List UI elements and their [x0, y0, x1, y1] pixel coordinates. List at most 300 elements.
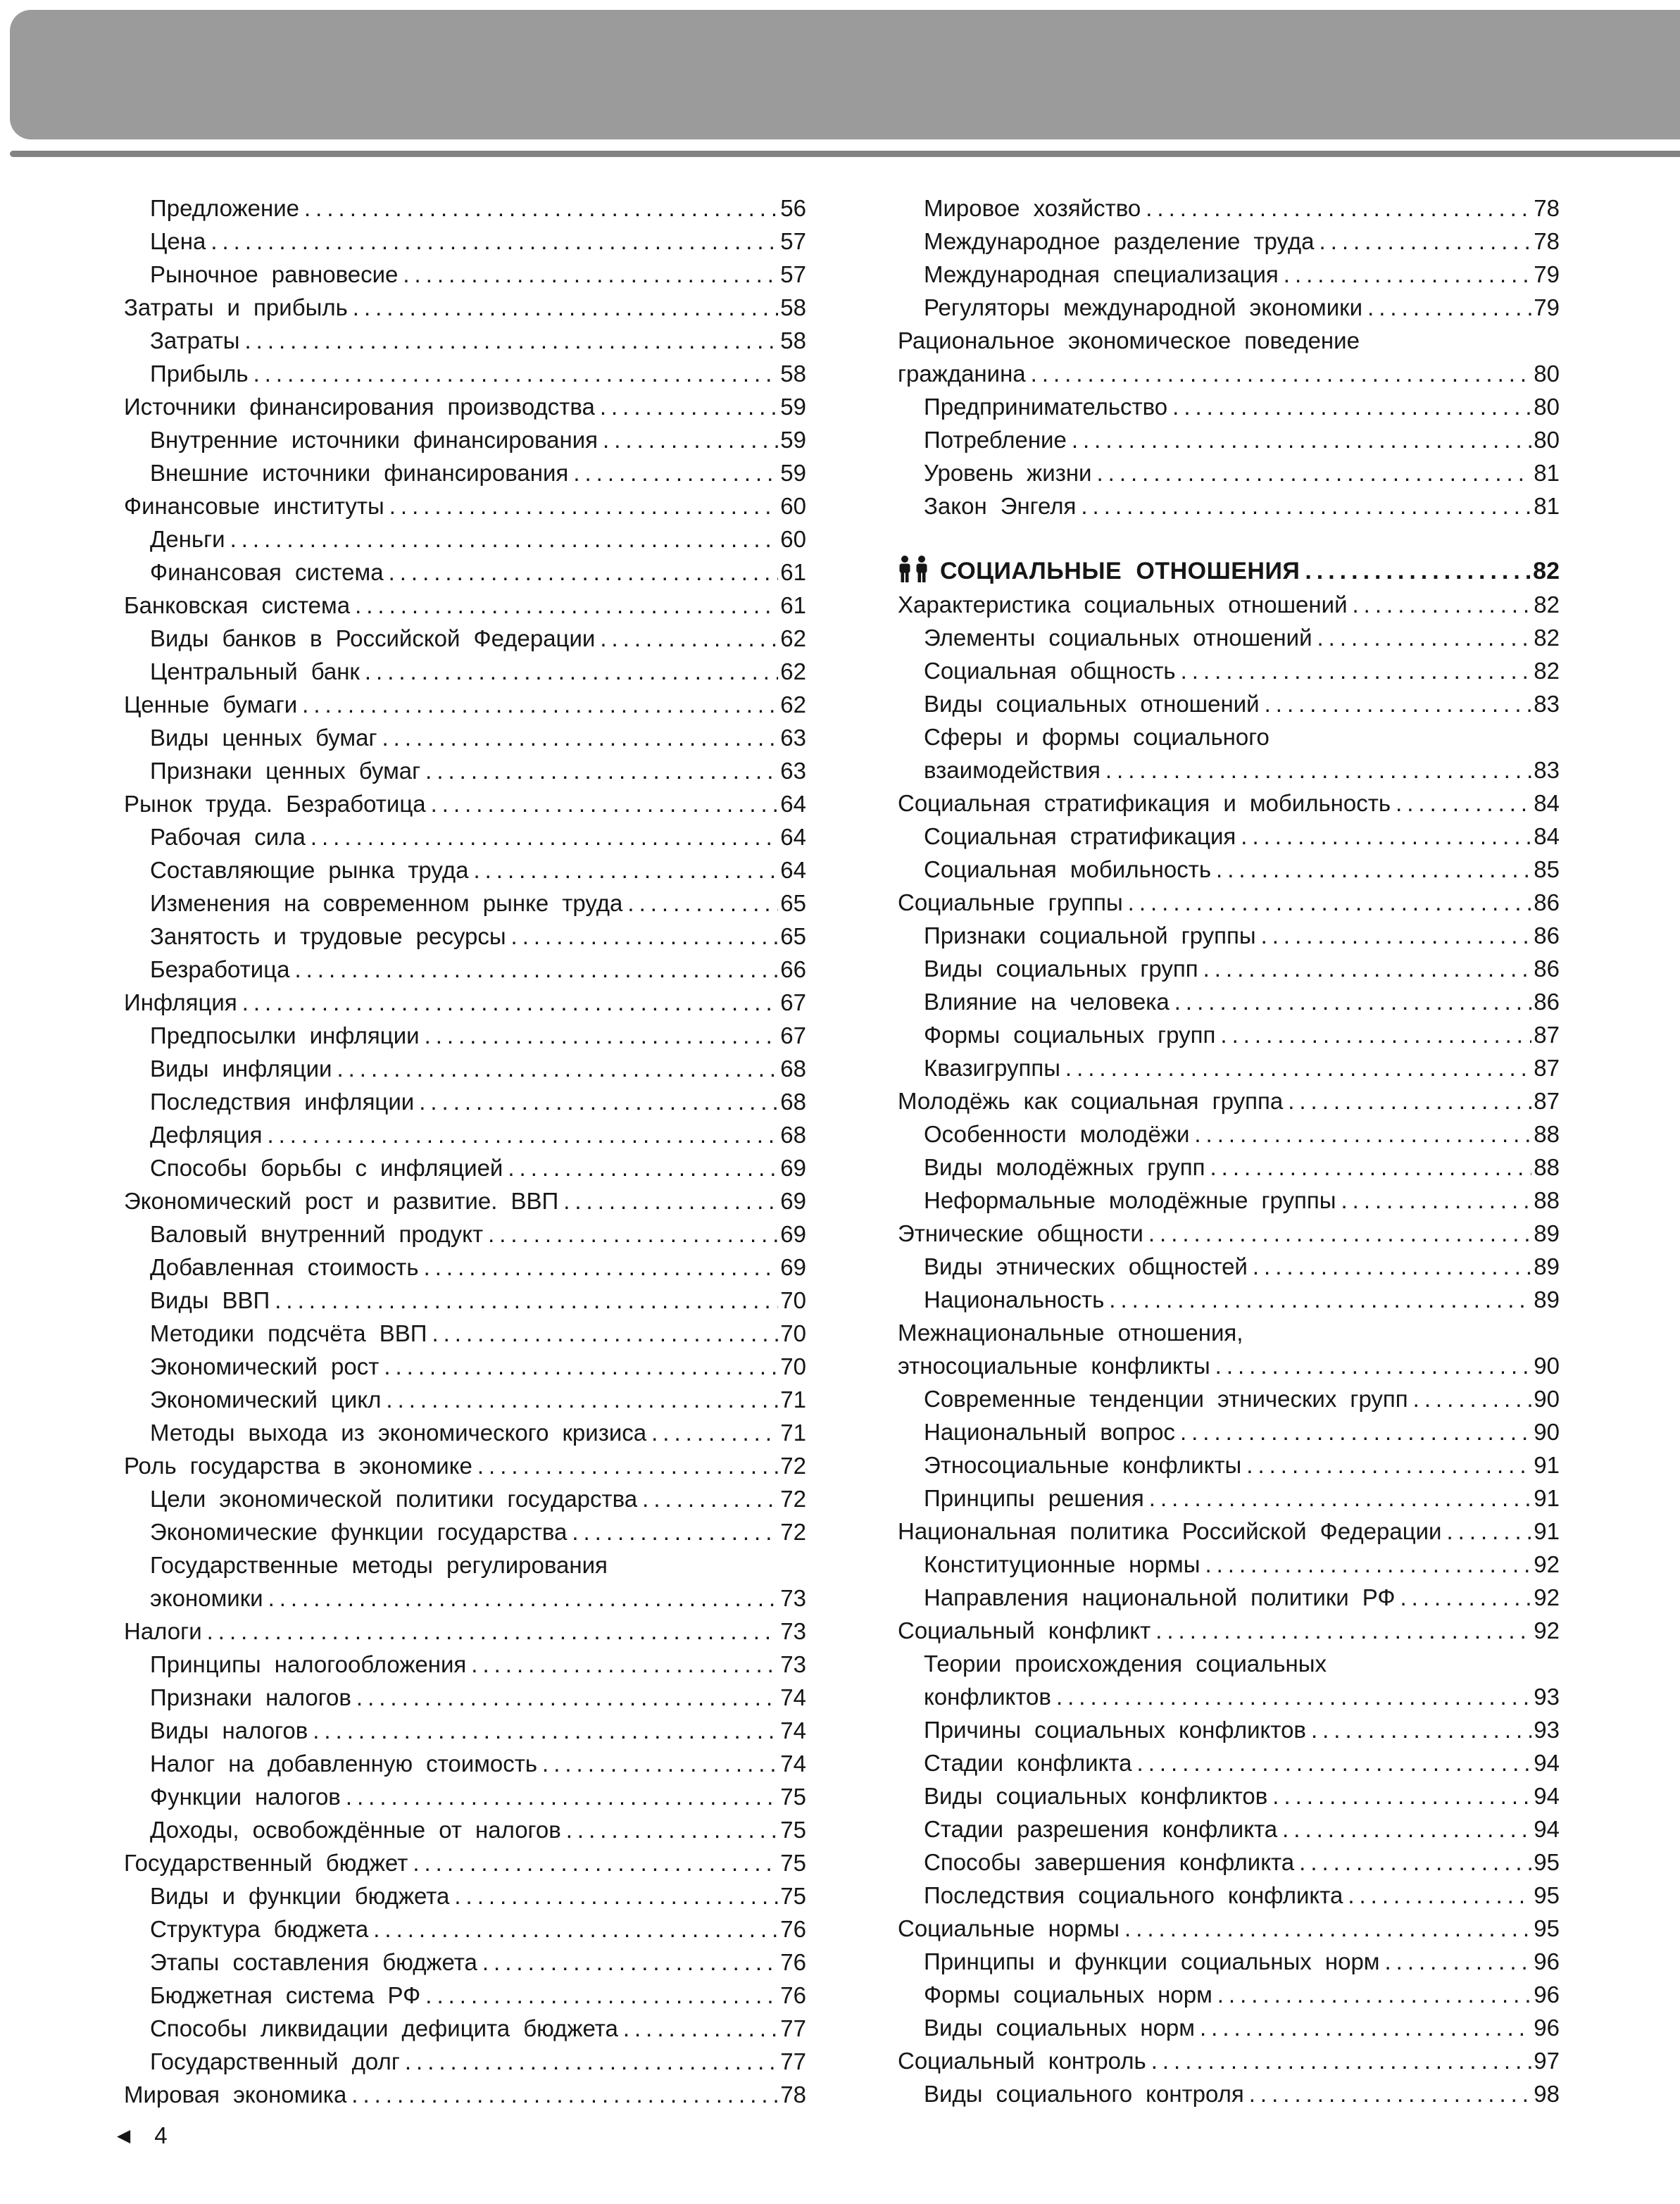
toc-page-number: 80 [1534, 394, 1560, 420]
toc-entry-label: Сферы и формы социального [924, 724, 1270, 750]
toc-entry [124, 258, 806, 291]
dot-leader [311, 820, 778, 853]
dot-leader [1148, 1217, 1531, 1250]
toc-entry [898, 853, 1560, 886]
dot-leader [1261, 919, 1532, 952]
toc-page-number: 75 [780, 1850, 806, 1876]
toc-page-number: 88 [1534, 1154, 1560, 1180]
dot-leader [488, 1217, 778, 1251]
toc-entry [898, 2011, 1560, 2044]
toc-entry [124, 1681, 806, 1714]
dot-leader [419, 1085, 778, 1118]
toc-entry [124, 1813, 806, 1846]
toc-entry [124, 1416, 806, 1449]
dot-leader [1317, 621, 1532, 654]
toc-entry [898, 324, 1560, 357]
page-number: 4 [154, 2122, 168, 2148]
toc-entry-label: Цели экономической политики государства [150, 1486, 638, 1512]
dot-leader [382, 721, 779, 754]
toc-entry-label: Виды ВВП [150, 1287, 270, 1313]
toc-entry-label: гражданина [898, 361, 1026, 387]
toc-entry [124, 357, 806, 390]
toc-entry-label: Этнические общности [898, 1220, 1143, 1246]
toc-entry [124, 754, 806, 787]
toc-page-number: 92 [1534, 1551, 1560, 1577]
toc-entry-label: Уровень жизни [924, 460, 1092, 486]
dot-leader [1215, 1349, 1532, 1382]
toc-entry [124, 423, 806, 456]
dot-leader [346, 1780, 778, 1813]
toc-entry [124, 1350, 806, 1383]
dot-leader [1203, 952, 1532, 985]
dot-leader [1367, 291, 1531, 324]
toc-entry-label: Дефляция [150, 1122, 263, 1148]
toc-page-number: 84 [1534, 790, 1560, 816]
toc-entry [124, 1085, 806, 1118]
dot-leader [1172, 390, 1531, 423]
toc-entry [898, 753, 1560, 787]
toc-entry-label: Предпосылки инфляции [150, 1022, 420, 1048]
toc-page-number: 71 [780, 1420, 806, 1446]
toc-page-number: 93 [1534, 1684, 1560, 1710]
toc-entry [898, 2077, 1560, 2110]
two-people-icon [898, 556, 930, 582]
dot-leader [1353, 588, 1532, 621]
dot-leader [230, 522, 779, 556]
dot-leader [600, 390, 778, 423]
toc-page-number: 69 [780, 1221, 806, 1247]
toc-entry-label: Методы выхода из экономического кризиса [150, 1420, 647, 1446]
toc-page-number: 86 [1534, 922, 1560, 948]
dot-leader [651, 1416, 778, 1449]
toc-entry-label: Формы социальных групп [924, 1022, 1216, 1048]
toc-entry [124, 225, 806, 258]
toc-entry-label: Безработица [150, 956, 290, 982]
toc-entry-label: Налог на добавленную стоимость [150, 1751, 538, 1777]
toc-page-number: 65 [780, 890, 806, 916]
toc-entry [898, 1548, 1560, 1581]
toc-entry-label: Способы ликвидации дефицита бюджета [150, 2015, 618, 2041]
toc-entry [124, 986, 806, 1019]
toc-page-number: 77 [780, 2048, 806, 2074]
dot-leader [275, 1284, 778, 1317]
dot-leader [563, 1184, 778, 1217]
dot-leader [355, 589, 778, 622]
toc-page-number: 77 [780, 2015, 806, 2041]
toc-entry [898, 1084, 1560, 1117]
header-band [10, 10, 1680, 139]
toc-entry-label: Мировое хозяйство [924, 195, 1141, 221]
toc-entry [898, 1349, 1560, 1382]
toc-page-number: 56 [780, 195, 806, 221]
toc-page-number: 79 [1534, 261, 1560, 287]
toc-entry [898, 390, 1560, 423]
toc-entry-label: Этносоциальные конфликты [924, 1452, 1242, 1478]
dot-leader [1065, 1051, 1531, 1084]
dot-leader [1299, 1846, 1531, 1879]
toc-entry [124, 291, 806, 324]
dot-leader [1305, 555, 1531, 588]
toc-entry-label: Этапы составления бюджета [150, 1949, 477, 1975]
toc-entry-label: Способы борьбы с инфляцией [150, 1155, 503, 1181]
dot-leader [1220, 1018, 1531, 1051]
toc-entry-label: Рынок труда. Безработица [124, 791, 426, 817]
toc-entry-label: Молодёжь как социальная группа [898, 1088, 1284, 1114]
toc-entry [124, 324, 806, 357]
toc-page-number: 81 [1534, 493, 1560, 519]
dot-leader [373, 1912, 778, 1946]
toc-entry-label: Виды социальных групп [924, 956, 1198, 982]
toc-entry-label: Теории происхождения социальных [924, 1651, 1327, 1677]
toc-entry [124, 522, 806, 556]
toc-entry [898, 1051, 1560, 1084]
toc-entry [124, 2045, 806, 2078]
toc-entry [898, 1184, 1560, 1217]
toc-entry-label: Признаки социальной группы [924, 922, 1256, 948]
toc-entry-label: Государственные методы регулирования [150, 1552, 608, 1578]
dot-leader [1265, 687, 1532, 720]
dot-leader [642, 1482, 778, 1515]
toc-page-number: 58 [780, 294, 806, 320]
dot-leader [253, 357, 779, 390]
dot-leader [1149, 1482, 1531, 1515]
toc-entry [124, 1019, 806, 1052]
toc-entry-label: Внутренние источники финансирования [150, 427, 598, 453]
toc-entry-label: Экономический цикл [150, 1386, 382, 1413]
toc-page-number: 79 [1534, 294, 1560, 320]
toc-entry-label: Доходы, освобождённые от налогов [150, 1817, 561, 1843]
toc-entry [898, 1680, 1560, 1713]
toc-page-number: 80 [1534, 361, 1560, 387]
toc-entry [124, 1317, 806, 1350]
dot-leader [294, 953, 778, 986]
toc-entry-label: Виды социальных отношений [924, 691, 1260, 717]
toc-entry-label: СОЦИАЛЬНЫЕ ОТНОШЕНИЯ [940, 558, 1300, 584]
toc-entry [124, 820, 806, 853]
toc-entry [124, 1780, 806, 1813]
toc-entry-label: Государственный бюджет [124, 1850, 408, 1876]
toc-entry-label: Затраты и прибыль [124, 294, 348, 320]
dot-leader [1396, 787, 1531, 820]
toc-entry-label: Социальная общность [924, 658, 1176, 684]
toc-entry-label: Принципы и функции социальных норм [924, 1948, 1380, 1974]
toc-page-number: 74 [780, 1751, 806, 1777]
toc-entry [898, 1812, 1560, 1846]
toc-entry [898, 1018, 1560, 1051]
toc-page-number: 95 [1534, 1849, 1560, 1875]
toc-page-number: 69 [780, 1188, 806, 1214]
toc-entry [898, 1316, 1560, 1349]
toc-page-number: 57 [780, 228, 806, 254]
dot-leader [365, 655, 778, 688]
toc-entry-label: Элементы социальных отношений [924, 625, 1312, 651]
toc-column-right [898, 192, 1560, 2111]
toc-entry-label: Экономический рост и развитие. ВВП [124, 1188, 559, 1214]
toc-page-number: 85 [1534, 856, 1560, 882]
dot-leader [425, 754, 778, 787]
toc-entry [898, 1614, 1560, 1647]
toc-entry [898, 588, 1560, 621]
toc-page-number: 62 [780, 658, 806, 684]
toc-entry-label: Затраты [150, 327, 240, 353]
toc-entry-label: Регуляторы международной экономики [924, 294, 1363, 320]
toc-entry-label: Прибыль [150, 361, 249, 387]
toc-entry [898, 1746, 1560, 1779]
toc-entry-label: Квазигруппы [924, 1055, 1060, 1081]
toc-entry-label: Последствия социального конфликта [924, 1882, 1343, 1908]
dot-leader [572, 1515, 778, 1548]
toc-page-number: 84 [1534, 823, 1560, 849]
toc-entry [124, 1482, 806, 1515]
toc-entry [898, 291, 1560, 324]
dot-leader [1072, 423, 1531, 456]
toc-page-number: 92 [1534, 1584, 1560, 1610]
toc-entry-label: Социальная мобильность [924, 856, 1212, 882]
toc-entry [124, 622, 806, 655]
toc-entry-label: Методики подсчёта ВВП [150, 1320, 427, 1346]
toc-page-number: 67 [780, 989, 806, 1015]
dot-leader [1031, 357, 1532, 390]
toc-entry-label: Социальный конфликт [898, 1617, 1151, 1643]
dot-leader [542, 1747, 778, 1780]
toc-page-number: 96 [1534, 1981, 1560, 2008]
toc-entry [124, 2078, 806, 2111]
toc-entry [898, 985, 1560, 1018]
toc-entry [124, 1714, 806, 1747]
dot-leader [386, 1383, 778, 1416]
dot-leader [211, 225, 778, 258]
toc-page-number: 59 [780, 427, 806, 453]
toc-entry-label: Экономические функции государства [150, 1519, 568, 1545]
toc-entry-label: Структура бюджета [150, 1916, 369, 1942]
dot-leader [1056, 1680, 1531, 1713]
toc-entry [124, 853, 806, 887]
toc-page-number: 93 [1534, 1717, 1560, 1743]
toc-page-number: 78 [1534, 228, 1560, 254]
toc-entry [124, 456, 806, 489]
toc-page-number: 82 [1534, 591, 1560, 618]
toc-page-number: 73 [780, 1585, 806, 1611]
toc-entry-label: Неформальные молодёжные группы [924, 1187, 1336, 1213]
toc-page-number: 96 [1534, 2015, 1560, 2041]
toc-page-number: 71 [780, 1386, 806, 1413]
toc-page-number: 89 [1534, 1220, 1560, 1246]
toc-entry [124, 1979, 806, 2012]
toc-entry [898, 1879, 1560, 1912]
dot-leader [1151, 2044, 1532, 2077]
toc-page-number: 88 [1534, 1187, 1560, 1213]
toc-entry-label: Стадии разрешения конфликта [924, 1816, 1278, 1842]
toc-entry [898, 787, 1560, 820]
dot-leader [384, 1350, 778, 1383]
toc-entry [898, 1415, 1560, 1448]
dot-leader [1272, 1779, 1531, 1812]
toc-entry-label: Рыночное равновесие [150, 261, 399, 287]
toc-page-number: 72 [780, 1453, 806, 1479]
toc-page-number: 82 [1533, 558, 1560, 584]
toc-page-number: 61 [780, 559, 806, 585]
toc-page-number: 65 [780, 923, 806, 949]
toc-entry [898, 1515, 1560, 1548]
toc-page-number: 68 [780, 1089, 806, 1115]
toc-entry-label: Бюджетная система РФ [150, 1982, 421, 2008]
toc-entry-label: Экономический рост [150, 1353, 380, 1379]
toc-entry [124, 1879, 806, 1912]
toc-page-number: 64 [780, 824, 806, 850]
toc-section-header [898, 552, 1560, 588]
dot-leader [1124, 1912, 1531, 1945]
dot-leader [566, 1813, 779, 1846]
toc-entry [898, 621, 1560, 654]
toc-page-number: 63 [780, 725, 806, 751]
toc-entry-label: Характеристика социальных отношений [898, 591, 1348, 618]
toc-entry-label: Социальный контроль [898, 2048, 1146, 2074]
dot-leader [477, 1449, 778, 1482]
dot-leader [425, 1979, 778, 2012]
toc-entry-label: Виды налогов [150, 1717, 308, 1743]
toc-entry [124, 1217, 806, 1251]
toc-page-number: 75 [780, 1883, 806, 1909]
toc-entry-label: Виды молодёжных групп [924, 1154, 1205, 1180]
toc-entry-label: Социальные нормы [898, 1915, 1120, 1941]
left-triangle-icon: ◀ [117, 2125, 131, 2146]
toc-entry [898, 952, 1560, 985]
dot-leader [600, 622, 778, 655]
toc-page-number: 94 [1534, 1783, 1560, 1809]
toc-page-number: 86 [1534, 889, 1560, 915]
dot-leader [1155, 1614, 1531, 1647]
toc-page-number: 83 [1534, 757, 1560, 783]
dot-leader [245, 324, 779, 357]
toc-entry [124, 1052, 806, 1085]
toc-entry [898, 720, 1560, 753]
toc-entry [898, 456, 1560, 489]
dot-leader [425, 1019, 779, 1052]
dot-leader [1413, 1382, 1532, 1415]
toc-entry [898, 357, 1560, 390]
toc-page-number: 60 [780, 493, 806, 519]
toc-page-number: 59 [780, 394, 806, 420]
toc-page-number: 87 [1534, 1088, 1560, 1114]
dot-leader [1105, 753, 1531, 787]
toc-page-number: 66 [780, 956, 806, 982]
toc-page-number: 80 [1534, 427, 1560, 453]
toc-entry-label: Признаки ценных бумаг [150, 758, 421, 784]
toc-entry [898, 919, 1560, 952]
toc-entry [898, 1482, 1560, 1515]
toc-entry [898, 1945, 1560, 1978]
toc-entry-label: Предложение [150, 195, 300, 221]
toc-entry-label: Роль государства в экономике [124, 1453, 472, 1479]
dot-leader [1385, 1945, 1532, 1978]
toc-entry [124, 920, 806, 953]
dot-leader [356, 1681, 778, 1714]
toc-entry [898, 1217, 1560, 1250]
toc-page-number: 61 [780, 592, 806, 618]
dot-leader [1146, 192, 1531, 225]
dot-leader [1194, 1117, 1531, 1151]
toc-entry [124, 1615, 806, 1648]
dot-leader [1205, 1548, 1531, 1581]
toc-page-number: 96 [1534, 1948, 1560, 1974]
dot-leader [242, 986, 779, 1019]
toc-entry [124, 1251, 806, 1284]
toc-entry [898, 687, 1560, 720]
toc-entry-label: Налоги [124, 1618, 202, 1644]
toc-page-number: 95 [1534, 1882, 1560, 1908]
toc-entry-label: Социальная стратификация и мобильность [898, 790, 1391, 816]
toc-page-number: 62 [780, 691, 806, 718]
toc-page-number: 89 [1534, 1253, 1560, 1279]
dot-leader [424, 1251, 779, 1284]
toc-entry-label: Деньги [150, 526, 225, 552]
dot-leader [627, 887, 778, 920]
toc-page-number: 86 [1534, 956, 1560, 982]
toc-entry [124, 787, 806, 820]
toc-page-number: 83 [1534, 691, 1560, 717]
toc-entry [898, 1846, 1560, 1879]
toc-page-number: 88 [1534, 1121, 1560, 1147]
toc-entry [898, 1250, 1560, 1283]
toc-entry [124, 489, 806, 522]
toc-entry [124, 1648, 806, 1681]
dot-leader [351, 2078, 778, 2111]
toc-entry-label: Финансовые институты [124, 493, 384, 519]
dot-leader [1284, 258, 1531, 291]
toc-entry-label: Внешние источники финансирования [150, 460, 569, 486]
toc-entry [898, 1779, 1560, 1812]
toc-entry-label: Закон Энгеля [924, 493, 1077, 519]
toc-entry [898, 1283, 1560, 1316]
toc-entry [898, 192, 1560, 225]
toc-entry [898, 225, 1560, 258]
dot-leader [482, 1946, 778, 1979]
dot-leader [1128, 886, 1532, 919]
toc-page-number: 58 [780, 327, 806, 353]
toc-entry [124, 1747, 806, 1780]
dot-leader [1200, 2011, 1531, 2044]
dot-leader [1210, 1151, 1532, 1184]
toc-page-number: 69 [780, 1254, 806, 1280]
toc-entry [898, 1647, 1560, 1680]
dot-leader [454, 1879, 778, 1912]
toc-entry [898, 1581, 1560, 1614]
toc-entry-label: Причины социальных конфликтов [924, 1717, 1306, 1743]
dot-leader [1109, 1283, 1531, 1316]
dot-leader [1319, 225, 1532, 258]
toc-page-number: 87 [1534, 1055, 1560, 1081]
toc-page-number: 90 [1534, 1419, 1560, 1445]
dot-leader [1253, 1250, 1531, 1283]
toc-page-number: 81 [1534, 460, 1560, 486]
toc-entry-label: Формы социальных норм [924, 1981, 1212, 2008]
toc-entry [124, 1184, 806, 1217]
toc-page-number: 57 [780, 261, 806, 287]
header-band-line [10, 151, 1680, 157]
toc-entry [124, 390, 806, 423]
dot-leader [353, 291, 778, 324]
toc-page-number: 72 [780, 1486, 806, 1512]
toc-entry [898, 1151, 1560, 1184]
toc-entry-label: Виды и функции бюджета [150, 1883, 450, 1909]
dot-leader [1217, 1978, 1532, 2011]
toc-page-number: 73 [780, 1651, 806, 1677]
dot-leader [1288, 1084, 1531, 1117]
toc-page-number: 98 [1534, 2081, 1560, 2107]
toc-entry [898, 1117, 1560, 1151]
toc-page-number: 64 [780, 857, 806, 883]
toc-page-number: 94 [1534, 1816, 1560, 1842]
